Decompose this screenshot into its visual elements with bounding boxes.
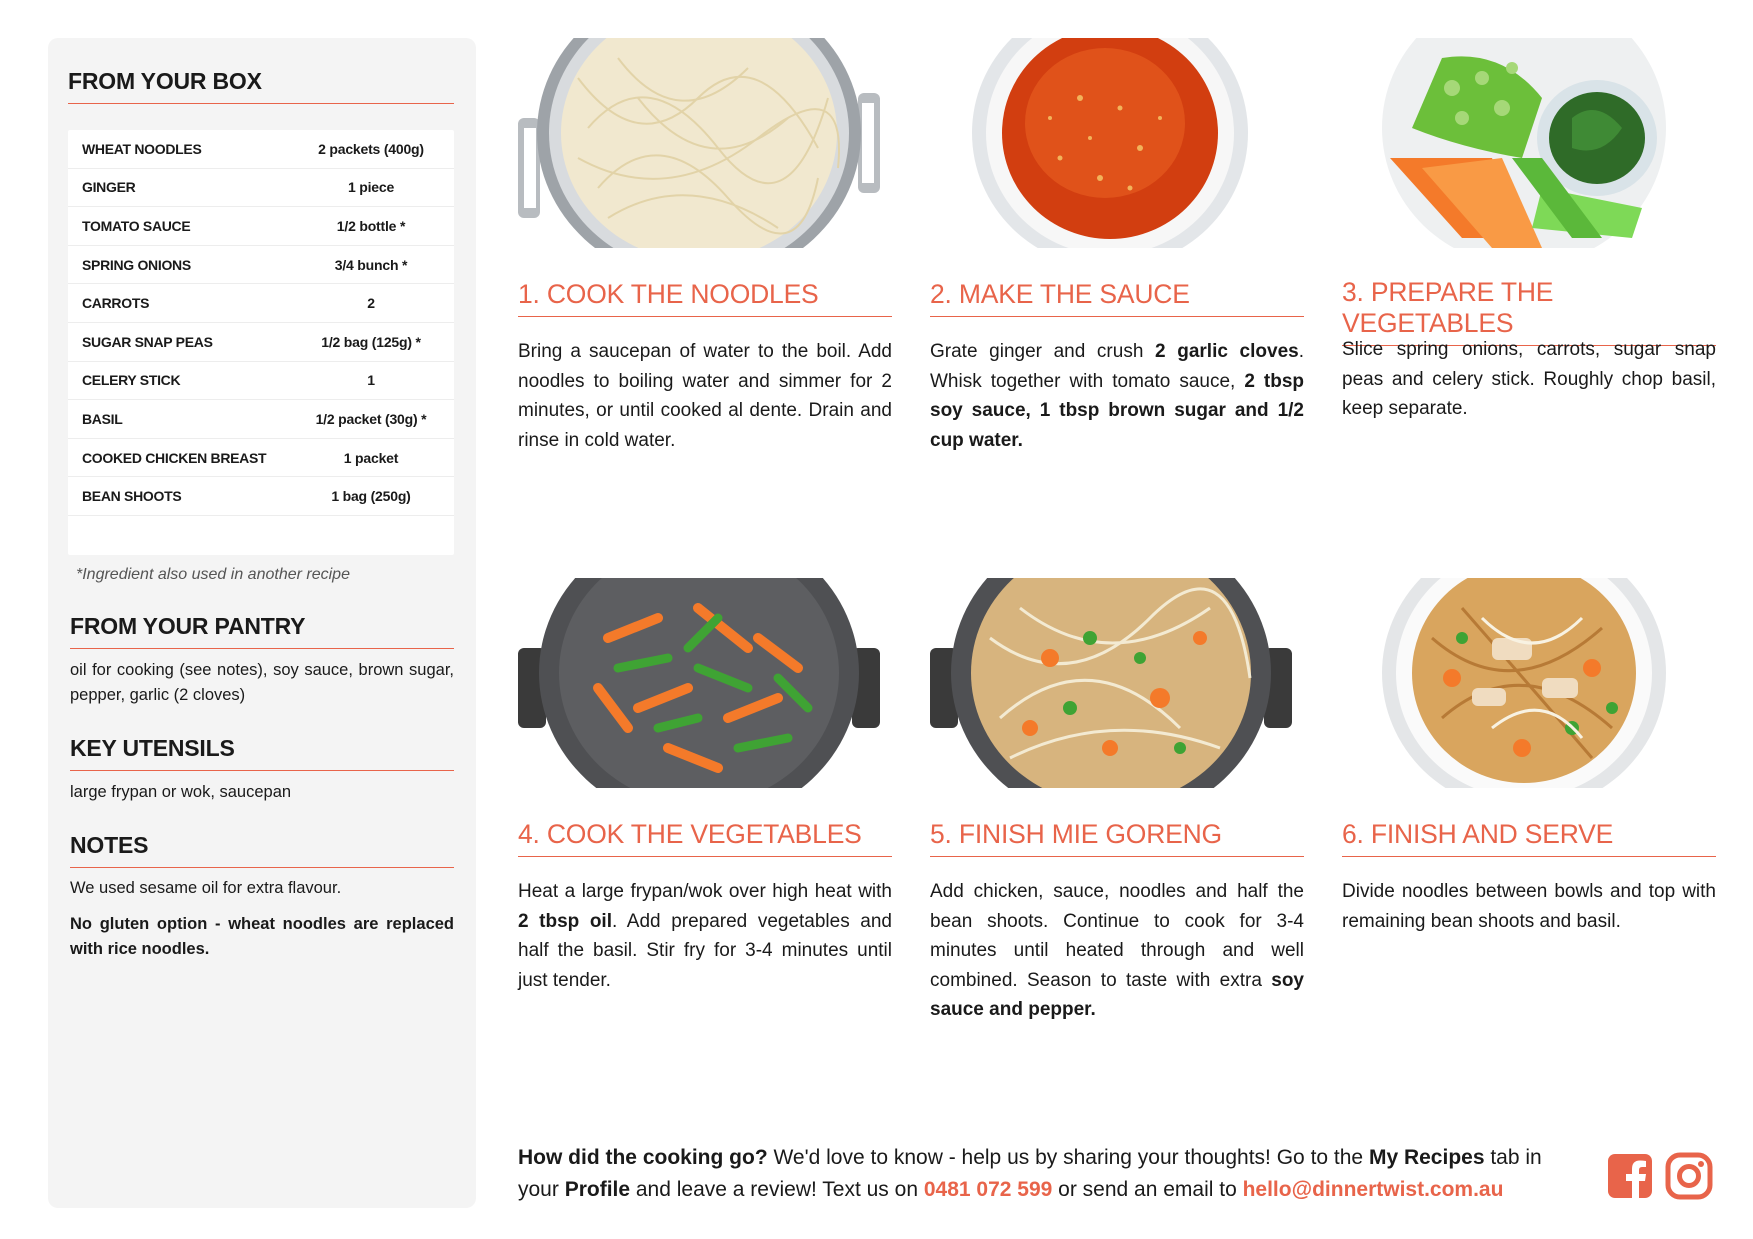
- ingredient-row: [68, 362, 454, 401]
- step-text-segment: Add chicken, sauce, noodles and half the bean shoots. Continue to cook for 3-4 minutes until heated through and well combined. Season to taste with extra: [930, 881, 1304, 991]
- ingredient-row: [68, 246, 454, 285]
- step-6-text: [1342, 877, 1716, 936]
- step-text-segment: . Add prepared vegetables and half the basil. Stir fry for 3-4 minutes until just tender.: [518, 910, 892, 991]
- step-text-segment: 2 tbsp soy sauce, 1 tbsp brown sugar and 1/2 cup water.: [930, 370, 1305, 451]
- ingredient-row: [68, 439, 454, 478]
- ingredient-name: SUGAR SNAP PEAS: [82, 333, 213, 350]
- ingredient-quantity: 1 piece: [347, 179, 395, 196]
- step-4-image: [518, 578, 880, 788]
- ingredient-footnote: *Ingredient also used in another recipe: [76, 566, 350, 583]
- step-5-text: [930, 877, 1304, 1025]
- pantry-text: oil for cooking (see notes), soy sauce, brown sugar, pepper, garlic (2 cloves): [70, 661, 454, 704]
- ingredient-quantity: 1/2 packet (30g) *: [315, 410, 427, 427]
- step-5-title: 5. FINISH MIE GORENG: [930, 819, 1304, 857]
- phone-number-link[interactable]: 0481 072 599: [923, 1178, 1053, 1201]
- ingredient-row: [68, 400, 454, 439]
- footer-text-3: and leave a review! Text us on: [630, 1178, 924, 1201]
- ingredient-name: GINGER: [82, 179, 136, 196]
- ingredient-quantity: 1 packet: [343, 449, 399, 466]
- step-text-segment: 2 tbsp oil: [518, 910, 612, 932]
- ingredient-name: BEAN SHOOTS: [82, 488, 182, 505]
- step-4-text: [518, 877, 892, 995]
- from-your-pantry-heading: FROM YOUR PANTRY: [70, 613, 454, 649]
- ingredient-quantity: 2: [367, 295, 375, 312]
- ingredient-row: [68, 169, 454, 208]
- feedback-footer: [518, 1142, 1568, 1206]
- step-4-title: 4. COOK THE VEGETABLES: [518, 819, 892, 857]
- from-your-box-heading: FROM YOUR BOX: [68, 68, 454, 104]
- ingredient-row: [68, 284, 454, 323]
- step-2-title: 2. MAKE THE SAUCE: [930, 279, 1304, 317]
- step-text-segment: soy sauce and pepper.: [930, 969, 1304, 1020]
- notes-gluten-option: No gluten option - wheat noodles are replaced with rice noodles.: [70, 915, 454, 958]
- footer-text-1: We'd love to know - help us by sharing your thoughts! Go to the: [767, 1146, 1369, 1169]
- step-1-title: 1. COOK THE NOODLES: [518, 279, 892, 317]
- step-text-segment: 2 garlic cloves: [1155, 341, 1299, 362]
- ingredient-row: [68, 130, 454, 169]
- ingredient-name: SPRING ONIONS: [82, 256, 191, 273]
- ingredients-table: [68, 130, 454, 555]
- notes-heading: NOTES: [70, 832, 454, 868]
- ingredient-quantity: 1/2 bag (125g) *: [321, 333, 421, 350]
- profile-link[interactable]: Profile: [564, 1178, 631, 1201]
- step-3-text: [1342, 335, 1716, 424]
- step-6-image: [1342, 578, 1704, 788]
- step-text-segment: Heat a large frypan/wok over high heat with: [518, 881, 892, 902]
- step-2-text: [930, 337, 1304, 455]
- ingredient-name: CELERY STICK: [82, 372, 181, 389]
- ingredient-name: TOMATO SAUCE: [82, 217, 191, 234]
- step-text-segment: Slice spring onions, carrots, sugar snap peas and celery stick. Roughly chop basil, keep separate.: [1342, 339, 1716, 419]
- step-2-image: [930, 38, 1292, 248]
- ingredient-quantity: 3/4 bunch *: [334, 256, 408, 273]
- facebook-icon[interactable]: [1606, 1152, 1654, 1200]
- step-3-image: [1342, 38, 1704, 248]
- step-3-title: 3. PREPARE THE VEGETABLES: [1342, 277, 1716, 346]
- ingredient-quantity: 2 packets (400g): [318, 140, 424, 157]
- ingredient-name: CARROTS: [82, 295, 150, 312]
- ingredient-quantity: 1/2 bottle *: [336, 217, 406, 234]
- utensils-text: large frypan or wok, saucepan: [70, 783, 292, 801]
- step-5-image: [930, 578, 1292, 788]
- step-1-text: [518, 337, 892, 455]
- footer-text-2: tab in your: [518, 1146, 1542, 1201]
- ingredient-quantity: 1: [367, 372, 375, 389]
- notes-text: We used sesame oil for extra flavour.: [70, 879, 342, 897]
- step-text-segment: Bring a saucepan of water to the boil. Add noodles to boiling water and simmer for 2 minutes, or until cooked al dente. Drain and rinse in cold water.: [518, 341, 892, 451]
- ingredient-quantity: 1 bag (250g): [331, 488, 411, 505]
- step-1-image: [518, 38, 880, 248]
- ingredient-row: [68, 323, 454, 362]
- ingredient-name: BASIL: [82, 410, 123, 427]
- ingredient-name: WHEAT NOODLES: [82, 140, 202, 157]
- step-text-segment: Grate ginger and crush: [930, 341, 1156, 362]
- ingredient-name: COOKED CHICKEN BREAST: [82, 449, 267, 466]
- ingredient-row: [68, 207, 454, 246]
- footer-question: How did the cooking go?: [518, 1146, 768, 1169]
- key-utensils-heading: KEY UTENSILS: [70, 735, 454, 771]
- step-text-segment: Divide noodles between bowls and top with remaining bean shoots and basil.: [1342, 881, 1716, 932]
- step-6-title: 6. FINISH AND SERVE: [1342, 819, 1716, 857]
- email-link[interactable]: hello@dinnertwist.com.au: [1242, 1178, 1504, 1201]
- step-text-segment: . Whisk together with tomato sauce,: [930, 341, 1304, 392]
- footer-text-4: or send an email to: [1052, 1178, 1243, 1201]
- ingredients-sidebar: [48, 38, 476, 1208]
- instagram-icon[interactable]: [1665, 1152, 1713, 1200]
- ingredient-row: [68, 477, 454, 516]
- my-recipes-link[interactable]: My Recipes: [1368, 1146, 1485, 1169]
